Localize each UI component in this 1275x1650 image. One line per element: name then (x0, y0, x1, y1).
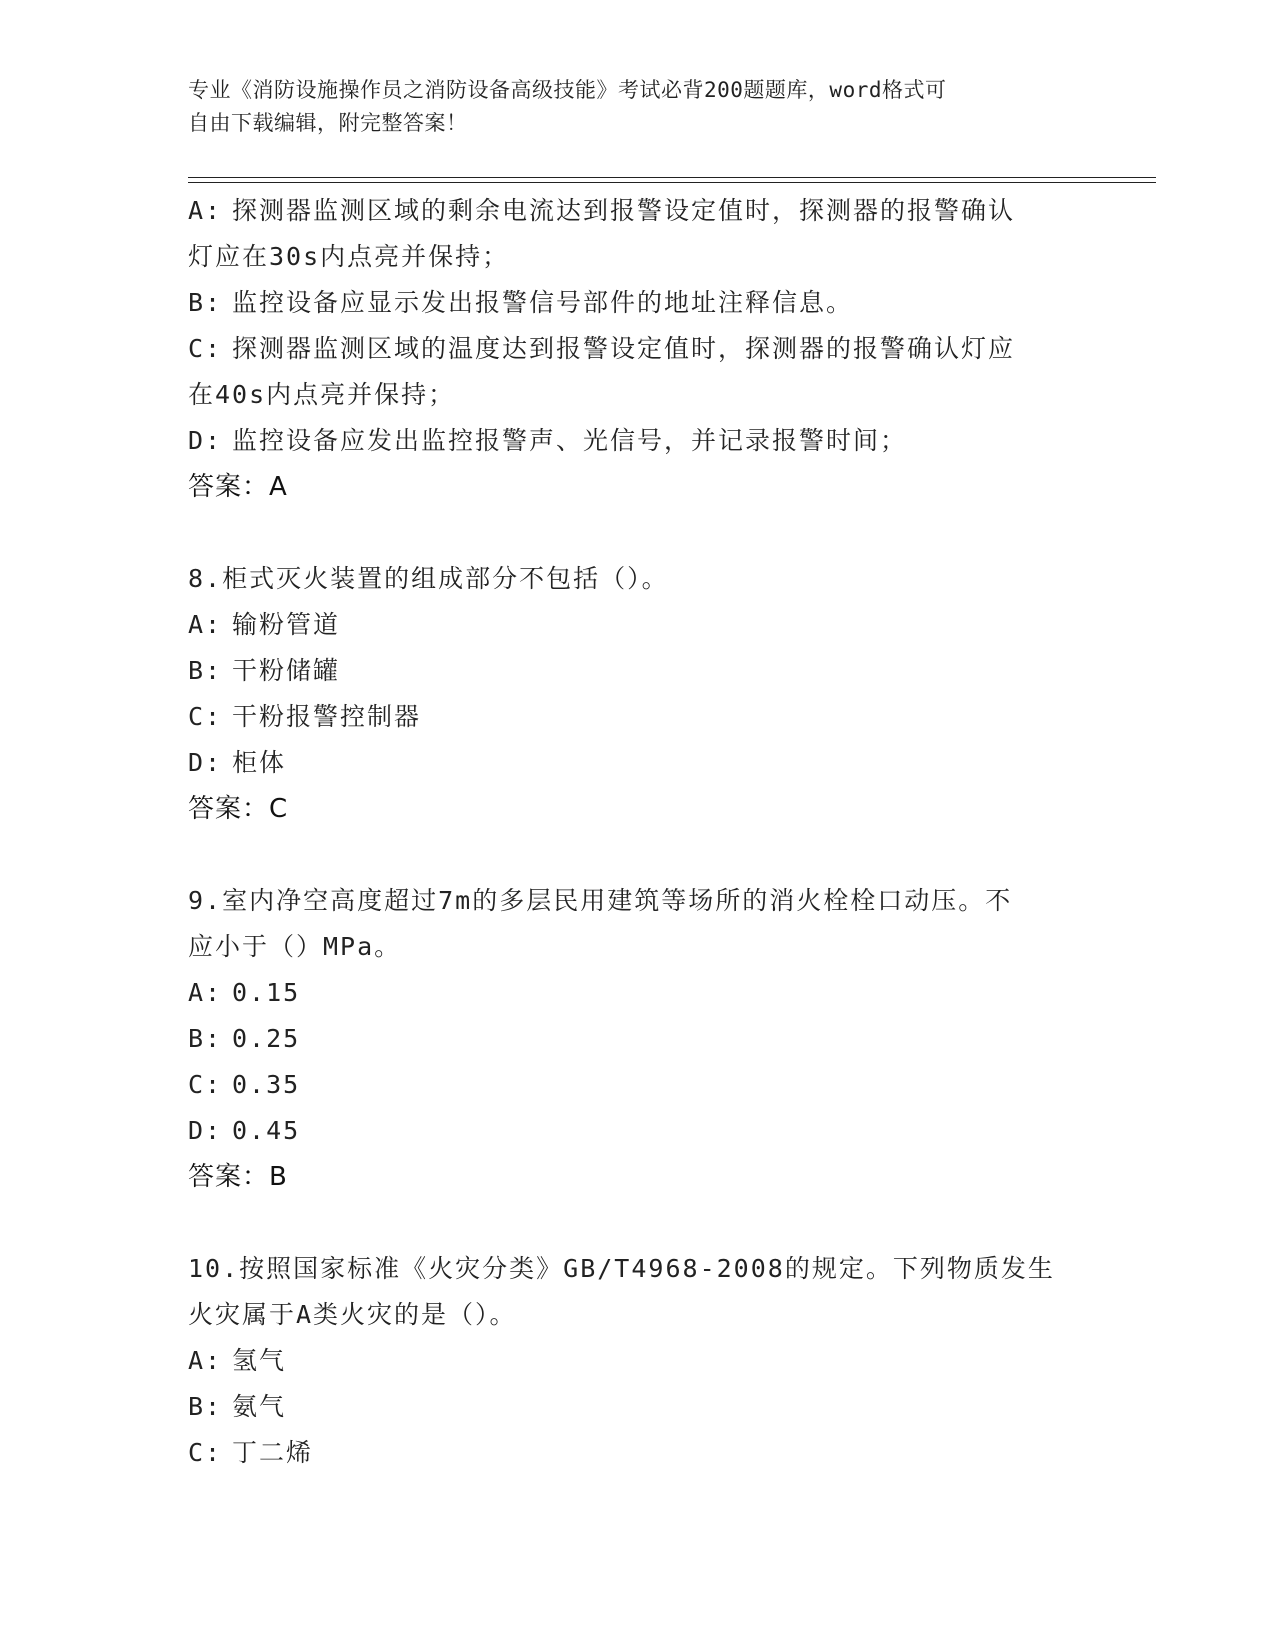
option-label: C: (188, 1070, 223, 1099)
option-label: A: (188, 196, 223, 225)
option-label: C: (188, 334, 223, 363)
option-a (188, 188, 1088, 234)
question-stem: 10.按照国家标准《火灾分类》GB/T4968-2008的规定。下列物质发生 (188, 1254, 1055, 1283)
option-c (188, 1430, 1088, 1476)
option-b (188, 280, 1088, 326)
option-label: B: (188, 1024, 223, 1053)
option-label: C: (188, 702, 223, 731)
spacer (188, 1200, 1088, 1246)
option-label: A: (188, 610, 223, 639)
document-header (188, 74, 1068, 140)
option-text: 0.15 (232, 978, 301, 1007)
option-a-continued: 灯应在30s内点亮并保持； (188, 242, 510, 271)
question-8 (188, 556, 1088, 832)
option-text: 0.25 (232, 1024, 301, 1053)
question-stem: 8.柜式灭火装置的组成部分不包括（）。 (188, 564, 669, 593)
question-9 (188, 878, 1088, 1200)
option-d (188, 1108, 1088, 1154)
header-divider-top (188, 177, 1156, 178)
option-label: D: (188, 426, 223, 455)
option-c-continued: 在40s内点亮并保持； (188, 380, 456, 409)
option-text: 干粉储罐 (232, 656, 341, 685)
option-d (188, 740, 1088, 786)
option-text: 输粉管道 (232, 610, 341, 639)
option-label: B: (188, 1392, 223, 1421)
question-stem-continued: 应小于（）MPa。 (188, 932, 402, 961)
header-line-1: 专业《消防设施操作员之消防设备高级技能》考试必背200题题库，word格式可 (188, 78, 947, 102)
option-text: 氢气 (232, 1346, 287, 1375)
option-c (188, 694, 1088, 740)
option-label: A: (188, 1346, 223, 1375)
answer-line: 答案：A (188, 472, 288, 502)
option-text: 0.35 (232, 1070, 301, 1099)
option-d (188, 418, 1088, 464)
option-a (188, 1338, 1088, 1384)
option-text: 干粉报警控制器 (232, 702, 422, 731)
spacer (188, 832, 1088, 878)
option-label: C: (188, 1438, 223, 1467)
answer-line: 答案：B (188, 1162, 288, 1192)
option-text: 监控设备应发出监控报警声、光信号，并记录报警时间； (232, 426, 908, 455)
option-c (188, 1062, 1088, 1108)
option-label: D: (188, 748, 223, 777)
option-c (188, 326, 1088, 372)
spacer (188, 510, 1088, 556)
header-line-2: 自由下载编辑，附完整答案！ (188, 111, 468, 135)
option-text: 丁二烯 (232, 1438, 314, 1467)
question-10 (188, 1246, 1088, 1476)
option-b (188, 1016, 1088, 1062)
option-text: 监控设备应显示发出报警信号部件的地址注释信息。 (232, 288, 854, 317)
option-text: 柜体 (232, 748, 287, 777)
option-a (188, 602, 1088, 648)
option-label: B: (188, 288, 223, 317)
question-content (188, 188, 1088, 1476)
answer-line: 答案：C (188, 794, 289, 824)
option-a (188, 970, 1088, 1016)
question-7-continued (188, 188, 1088, 510)
header-divider-bottom (188, 182, 1156, 183)
option-label: D: (188, 1116, 223, 1145)
option-label: B: (188, 656, 223, 685)
option-b (188, 1384, 1088, 1430)
option-text: 0.45 (232, 1116, 301, 1145)
option-b (188, 648, 1088, 694)
option-text: 氨气 (232, 1392, 287, 1421)
question-stem: 9.室内净空高度超过7m的多层民用建筑等场所的消火栓栓口动压。不 (188, 886, 1013, 915)
option-text: 探测器监测区域的温度达到报警设定值时，探测器的报警确认灯应 (232, 334, 1016, 363)
option-text: 探测器监测区域的剩余电流达到报警设定值时，探测器的报警确认 (232, 196, 1016, 225)
question-stem-continued: 火灾属于A类火灾的是（）。 (188, 1300, 517, 1329)
option-label: A: (188, 978, 223, 1007)
